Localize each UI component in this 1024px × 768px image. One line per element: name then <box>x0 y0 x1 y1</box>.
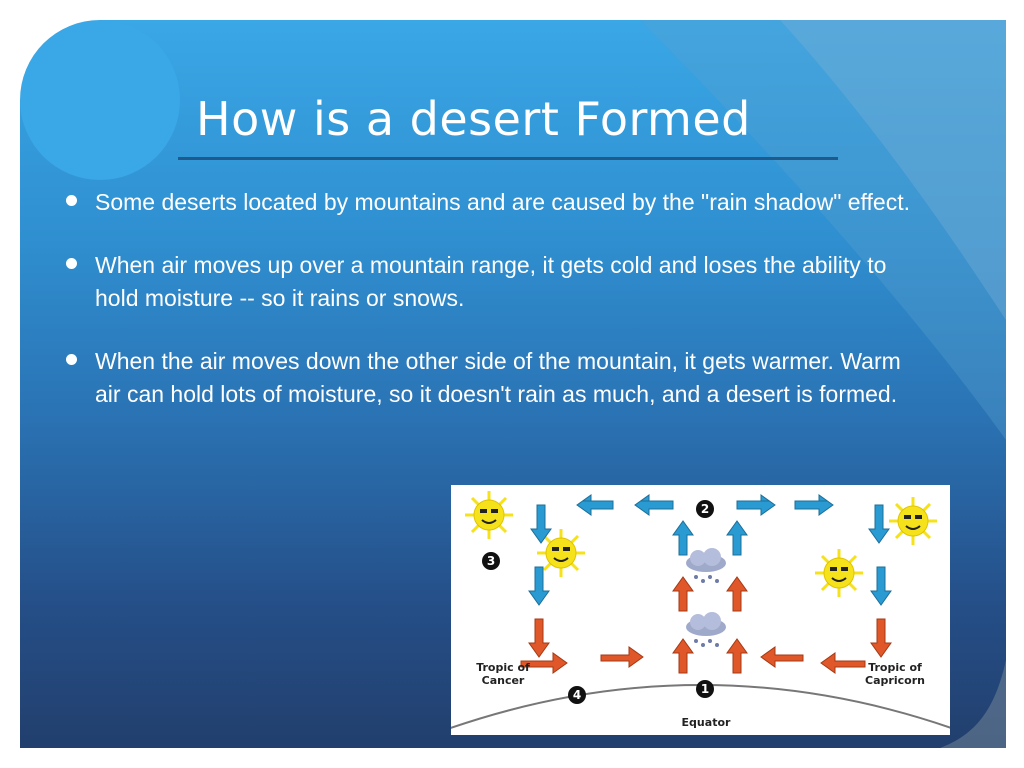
tropic-of-cancer-line1: Tropic of <box>476 661 530 674</box>
bullet-item <box>64 249 924 315</box>
tropic-of-capricorn-line2: Capricorn <box>865 674 925 687</box>
bullet-text: When the air moves down the other side of the mountain, it gets warmer. Warm air can hold lots of moisture, so it doesn't rain as much, and a desert is formed. <box>95 348 901 407</box>
sun-icon <box>465 491 513 539</box>
bullet-text: Some deserts located by mountains and are caused by the "rain shadow" effect. <box>95 189 910 215</box>
bullet-dot-icon <box>66 195 77 206</box>
equator-label: Equator <box>681 716 731 729</box>
bullet-item <box>64 345 924 411</box>
sun-icon <box>889 497 937 545</box>
bullet-dot-icon <box>66 354 77 365</box>
tropic-of-capricorn-label <box>857 661 933 687</box>
rain-cloud-icon <box>686 612 726 647</box>
tropic-of-cancer-line2: Cancer <box>481 674 525 687</box>
marker-3-label: 3 <box>486 554 496 568</box>
slide-title: How is a desert Formed <box>196 92 751 146</box>
title-underline <box>178 157 838 160</box>
marker-2-label: 2 <box>700 502 710 516</box>
slide-rounded-corner <box>20 20 100 100</box>
tropic-of-cancer-label <box>465 661 541 687</box>
bullet-dot-icon <box>66 258 77 269</box>
marker-4-label: 4 <box>572 688 582 702</box>
diagram-graphic <box>451 485 950 735</box>
bullet-text: When air moves up over a mountain range, it gets cold and loses the ability to hold moisture -- so it rains or snows. <box>95 252 887 311</box>
bullet-list <box>64 186 924 441</box>
sun-icon <box>815 549 863 597</box>
bullet-item <box>64 186 924 219</box>
slide-background <box>20 20 1006 748</box>
rain-cloud-icon <box>686 548 726 583</box>
air-circulation-diagram <box>451 485 950 735</box>
tropic-of-capricorn-line1: Tropic of <box>868 661 922 674</box>
marker-1-label: 1 <box>700 682 710 696</box>
